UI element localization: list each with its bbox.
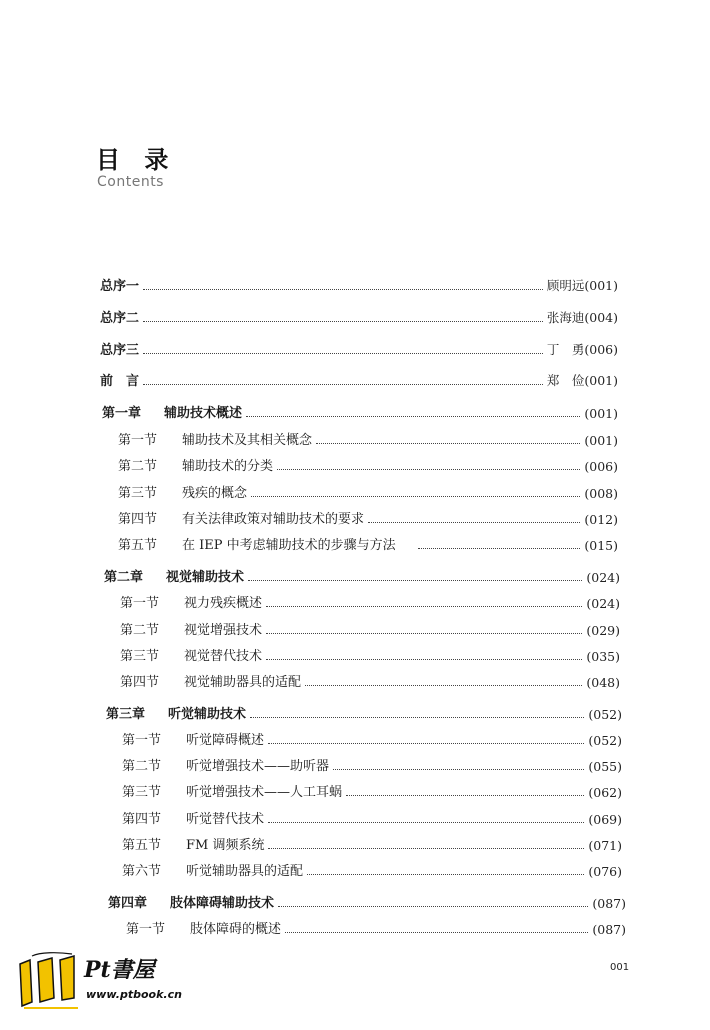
section-page: (076) xyxy=(588,864,622,879)
section-number: 第三节 xyxy=(122,785,162,800)
section-title: 有关法律政策对辅助技术的要求 xyxy=(182,512,365,527)
toc-front-entry[interactable] xyxy=(100,369,618,389)
section-title: 听觉辅助器具的适配 xyxy=(186,864,304,879)
section-page: (055) xyxy=(588,759,622,774)
section-number: 第一节 xyxy=(122,733,162,748)
toc-chapter[interactable] xyxy=(108,891,626,911)
leader-dots xyxy=(266,659,582,660)
section-title: 听觉增强技术——助听器 xyxy=(186,759,330,774)
leader-dots xyxy=(307,874,584,875)
chapter-title: 视觉辅助技术 xyxy=(166,570,245,585)
toc-section[interactable] xyxy=(122,859,622,879)
section-number: 第一节 xyxy=(120,596,160,611)
chapter-page: (001) xyxy=(584,406,618,421)
section-page: (001) xyxy=(584,433,618,448)
leader-dots xyxy=(266,633,582,634)
toc-front-entry[interactable] xyxy=(100,306,618,326)
leader-dots xyxy=(266,606,582,607)
leader-dots xyxy=(248,580,582,581)
section-number: 第二节 xyxy=(122,759,162,774)
section-title: FM 调频系统 xyxy=(186,838,265,853)
leader-dots xyxy=(251,496,580,497)
leader-dots xyxy=(143,384,543,385)
section-number: 第二节 xyxy=(118,459,158,474)
leader-dots xyxy=(368,522,580,523)
chapter-number: 第四章 xyxy=(108,896,148,911)
toc-section[interactable] xyxy=(122,754,622,774)
leader-dots xyxy=(143,353,543,354)
toc-section[interactable] xyxy=(126,917,626,937)
section-number: 第一节 xyxy=(118,433,158,448)
toc-section[interactable] xyxy=(120,670,620,690)
chapter-number: 第一章 xyxy=(102,406,142,421)
section-page: (008) xyxy=(584,486,618,501)
page-number: 001 xyxy=(610,962,630,973)
leader-dots xyxy=(333,769,584,770)
leader-dots xyxy=(268,848,584,849)
section-page: (069) xyxy=(588,812,622,827)
section-page: (029) xyxy=(586,623,620,638)
toc-entry-page: 郑 俭(001) xyxy=(546,373,618,388)
toc-section[interactable] xyxy=(122,807,622,827)
section-page: (071) xyxy=(588,838,622,853)
chapter-page: (024) xyxy=(586,570,620,585)
chapter-number: 第三章 xyxy=(106,707,146,722)
leader-dots xyxy=(143,321,543,322)
section-page: (012) xyxy=(584,512,618,527)
section-page: (048) xyxy=(586,675,620,690)
section-page: (087) xyxy=(592,922,626,937)
leader-dots xyxy=(246,416,580,417)
section-title: 听觉障碍概述 xyxy=(186,733,265,748)
section-title: 辅助技术及其相关概念 xyxy=(182,433,313,448)
section-number: 第五节 xyxy=(118,538,158,553)
section-title: 视觉增强技术 xyxy=(184,623,263,638)
leader-dots xyxy=(305,685,582,686)
toc-section[interactable] xyxy=(120,591,620,611)
section-number: 第六节 xyxy=(122,864,162,879)
logo-text: Pt書屋 xyxy=(84,957,155,983)
section-title: 视觉辅助器具的适配 xyxy=(184,675,302,690)
section-title: 听觉替代技术 xyxy=(186,812,265,827)
toc-section[interactable] xyxy=(118,507,618,527)
section-number: 第四节 xyxy=(118,512,158,527)
section-number: 第二节 xyxy=(120,623,160,638)
toc-entry-label: 总序二 xyxy=(100,311,140,326)
section-number: 第四节 xyxy=(120,675,160,690)
toc-entry-label: 总序一 xyxy=(100,279,140,294)
section-page: (006) xyxy=(584,459,618,474)
logo-url: www.ptbook.cn xyxy=(86,988,182,1001)
section-title: 视力残疾概述 xyxy=(184,596,263,611)
toc-section[interactable] xyxy=(122,833,622,853)
leader-dots xyxy=(285,932,588,933)
toc-entry-page: 顾明远(001) xyxy=(546,278,618,293)
page-title: 目 录 xyxy=(96,146,177,174)
section-number: 第三节 xyxy=(120,649,160,664)
leader-dots xyxy=(316,443,580,444)
leader-dots xyxy=(268,743,584,744)
leader-dots xyxy=(346,795,584,796)
section-title: 辅助技术的分类 xyxy=(182,459,274,474)
section-title: 视觉替代技术 xyxy=(184,649,263,664)
chapter-number: 第二章 xyxy=(104,570,144,585)
chapter-page: (087) xyxy=(592,896,626,911)
section-page: (062) xyxy=(588,785,622,800)
toc-section[interactable] xyxy=(122,780,622,800)
toc-chapter[interactable] xyxy=(102,401,618,421)
section-page: (015) xyxy=(584,538,618,553)
toc-front-entry[interactable] xyxy=(100,338,618,358)
toc-section[interactable] xyxy=(118,454,618,474)
chapter-title: 辅助技术概述 xyxy=(164,406,243,421)
section-title: 肢体障碍的概述 xyxy=(190,922,282,937)
toc-chapter[interactable] xyxy=(104,565,620,585)
toc-front-entry[interactable] xyxy=(100,274,618,294)
toc-section[interactable] xyxy=(120,618,620,638)
chapter-title: 肢体障碍辅助技术 xyxy=(170,896,275,911)
section-number: 第五节 xyxy=(122,838,162,853)
toc-section[interactable] xyxy=(118,481,618,501)
leader-dots xyxy=(278,906,588,907)
toc-entry-label: 前 言 xyxy=(100,374,140,389)
leader-dots xyxy=(418,548,581,549)
chapter-page: (052) xyxy=(588,707,622,722)
toc-section[interactable] xyxy=(122,728,622,748)
toc-entry-label: 总序三 xyxy=(100,343,140,358)
section-page: (052) xyxy=(588,733,622,748)
toc-section[interactable] xyxy=(118,428,618,448)
leader-dots xyxy=(268,822,584,823)
section-number: 第四节 xyxy=(122,812,162,827)
section-page: (024) xyxy=(586,596,620,611)
leader-dots xyxy=(277,469,580,470)
toc-section[interactable] xyxy=(120,644,620,664)
page-subtitle: Contents xyxy=(97,174,164,190)
section-page: (035) xyxy=(586,649,620,664)
section-number: 第三节 xyxy=(118,486,158,501)
section-number: 第一节 xyxy=(126,922,166,937)
chapter-title: 听觉辅助技术 xyxy=(168,707,247,722)
leader-dots xyxy=(250,717,584,718)
leader-dots xyxy=(143,289,543,290)
section-title: 听觉增强技术——人工耳蜗 xyxy=(186,785,343,800)
section-title: 残疾的概念 xyxy=(182,486,248,501)
toc-chapter[interactable] xyxy=(106,702,622,722)
toc-entry-page: 丁 勇(006) xyxy=(546,342,618,357)
toc-entry-page: 张海迪(004) xyxy=(546,310,618,325)
toc-section[interactable] xyxy=(118,533,618,553)
section-title: 在 IEP 中考虑辅助技术的步骤与方法 xyxy=(182,538,396,553)
